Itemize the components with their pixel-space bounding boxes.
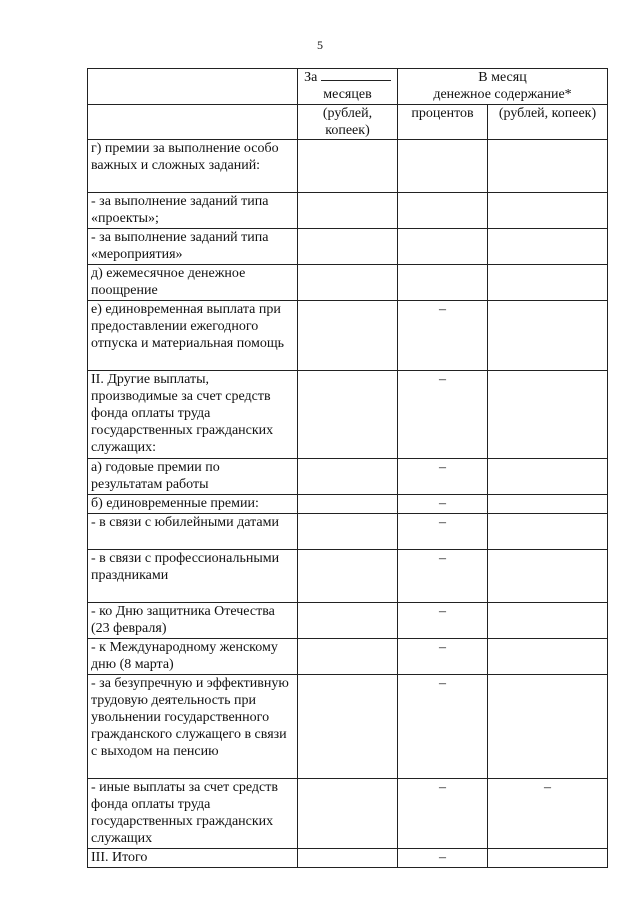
header-percent: процентов bbox=[398, 105, 488, 140]
row-label: - иные выплаты за счет средств фонда оплаты труда государственных гражданских служащих bbox=[88, 779, 298, 849]
row-label: - за безупречную и эффективную трудовую деятельность при увольнении государственного гражданского служащего в связи с выходом на пенсию bbox=[88, 675, 298, 779]
row-label: а) годовые премии по результатам работы bbox=[88, 459, 298, 495]
row-label: д) ежемесячное денежное поощрение bbox=[88, 265, 298, 301]
table-row bbox=[88, 514, 608, 550]
row-percent: – bbox=[398, 495, 488, 514]
row-percent bbox=[398, 140, 488, 193]
row-label: II. Другие выплаты, производимые за счет средств фонда оплаты труда государственных гражданских служащих: bbox=[88, 371, 298, 459]
table-row bbox=[88, 229, 608, 265]
table-row bbox=[88, 603, 608, 639]
row-percent: – bbox=[398, 675, 488, 779]
row-percent: – bbox=[398, 459, 488, 495]
header-total-prefix: За bbox=[304, 70, 318, 85]
row-rub bbox=[488, 140, 608, 193]
table-row bbox=[88, 495, 608, 514]
row-total bbox=[298, 675, 398, 779]
row-percent bbox=[398, 265, 488, 301]
row-total bbox=[298, 140, 398, 193]
row-label: - к Международному женскому дню (8 марта) bbox=[88, 639, 298, 675]
row-label: - ко Дню защитника Отечества (23 февраля) bbox=[88, 603, 298, 639]
header-total-cell bbox=[298, 69, 398, 105]
row-total bbox=[298, 514, 398, 550]
row-label: III. Итого bbox=[88, 849, 298, 868]
header-monthly-line1: В месяц bbox=[478, 70, 527, 85]
row-percent bbox=[398, 193, 488, 229]
page-number: 5 bbox=[317, 38, 323, 52]
table-body bbox=[88, 140, 608, 868]
months-blank-line bbox=[321, 69, 391, 81]
table-row bbox=[88, 193, 608, 229]
header-rub: (рублей, копеек) bbox=[488, 105, 608, 140]
row-total bbox=[298, 193, 398, 229]
table-row bbox=[88, 550, 608, 603]
row-percent: – bbox=[398, 603, 488, 639]
row-label: - за выполнение заданий типа «мероприятия» bbox=[88, 229, 298, 265]
row-rub bbox=[488, 371, 608, 459]
row-percent: – bbox=[398, 550, 488, 603]
row-rub bbox=[488, 193, 608, 229]
row-total bbox=[298, 603, 398, 639]
header-empty-sub bbox=[88, 105, 298, 140]
row-rub bbox=[488, 229, 608, 265]
row-label: - за выполнение заданий типа «проекты»; bbox=[88, 193, 298, 229]
row-rub bbox=[488, 639, 608, 675]
table-row bbox=[88, 459, 608, 495]
row-total bbox=[298, 639, 398, 675]
row-percent: – bbox=[398, 639, 488, 675]
row-total bbox=[298, 550, 398, 603]
row-total bbox=[298, 265, 398, 301]
salary-table bbox=[87, 68, 608, 868]
row-rub bbox=[488, 301, 608, 371]
header-description-cell bbox=[88, 69, 298, 105]
row-percent: – bbox=[398, 514, 488, 550]
row-percent: – bbox=[398, 779, 488, 849]
row-rub bbox=[488, 675, 608, 779]
row-total bbox=[298, 301, 398, 371]
row-rub bbox=[488, 514, 608, 550]
header-monthly-cell bbox=[398, 69, 608, 105]
row-rub bbox=[488, 495, 608, 514]
table-row bbox=[88, 301, 608, 371]
row-total bbox=[298, 371, 398, 459]
row-total bbox=[298, 459, 398, 495]
table-row bbox=[88, 639, 608, 675]
row-label: - в связи с юбилейными датами bbox=[88, 514, 298, 550]
table-row bbox=[88, 849, 608, 868]
row-total bbox=[298, 779, 398, 849]
row-label: - в связи с профессиональными праздниками bbox=[88, 550, 298, 603]
header-monthly-line2: денежное содержание* bbox=[433, 87, 572, 102]
row-percent bbox=[398, 229, 488, 265]
row-percent: – bbox=[398, 849, 488, 868]
row-percent: – bbox=[398, 371, 488, 459]
row-label: г) премии за выполнение особо важных и сложных заданий: bbox=[88, 140, 298, 193]
row-rub bbox=[488, 603, 608, 639]
table-row bbox=[88, 675, 608, 779]
header-total-suffix: месяцев bbox=[323, 87, 372, 102]
row-rub: – bbox=[488, 779, 608, 849]
row-label: е) единовременная выплата при предоставлении ежегодного отпуска и материальная помощь bbox=[88, 301, 298, 371]
row-total bbox=[298, 229, 398, 265]
table-row bbox=[88, 371, 608, 459]
row-rub bbox=[488, 849, 608, 868]
row-rub bbox=[488, 459, 608, 495]
row-rub bbox=[488, 550, 608, 603]
row-total bbox=[298, 495, 398, 514]
row-label: б) единовременные премии: bbox=[88, 495, 298, 514]
row-total bbox=[298, 849, 398, 868]
table-row bbox=[88, 265, 608, 301]
table-row bbox=[88, 779, 608, 849]
row-percent: – bbox=[398, 301, 488, 371]
header-total-unit: (рублей, копеек) bbox=[298, 105, 398, 140]
table-row bbox=[88, 140, 608, 193]
row-rub bbox=[488, 265, 608, 301]
